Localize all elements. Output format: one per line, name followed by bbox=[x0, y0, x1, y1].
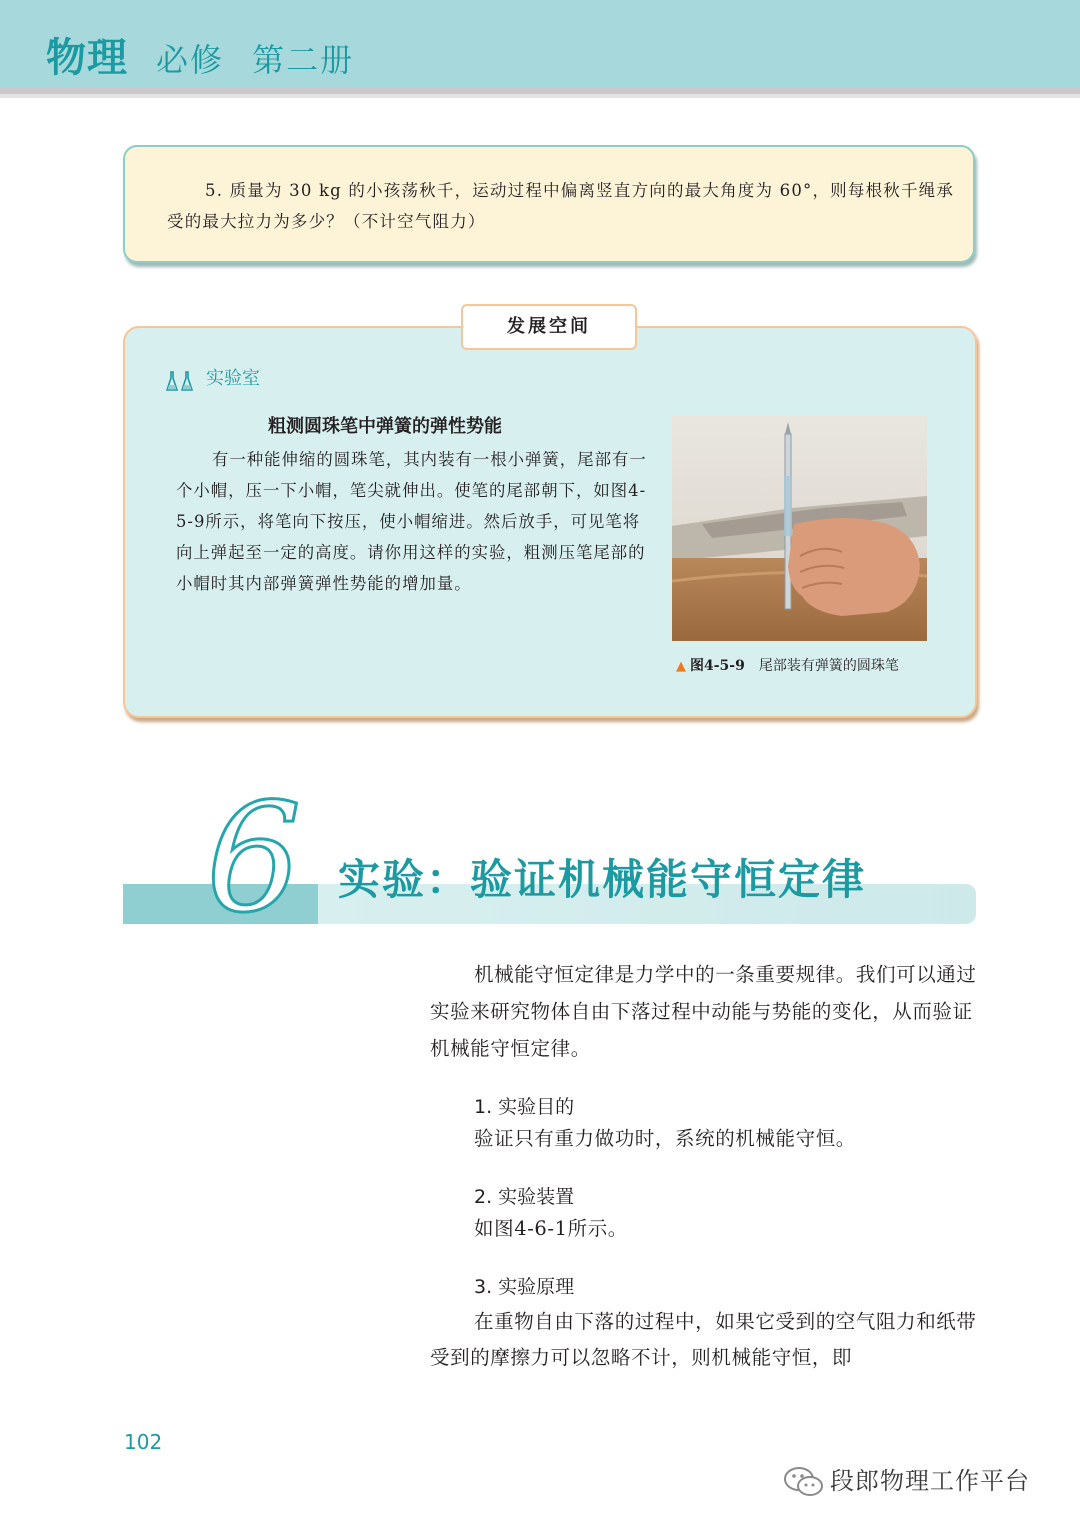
figure-number: 图4-5-9 bbox=[690, 658, 745, 674]
intro-paragraph: 机械能守恒定律是力学中的一条重要规律。我们可以通过实验来研究物体自由下落过程中动能与势能的变化，从而验证机械能守恒定律。 bbox=[430, 963, 977, 1060]
item-text-purpose: 验证只有重力做功时，系统的机械能守恒。 bbox=[474, 1127, 856, 1150]
figure-4-5-9-photo bbox=[672, 416, 927, 641]
experiment-title: 粗测圆珠笔中弹簧的弹性势能 bbox=[268, 416, 502, 437]
exercise-box bbox=[123, 145, 975, 263]
item-heading-principle: 3. 实验原理 bbox=[474, 1276, 575, 1298]
subject-title: 物理 bbox=[46, 35, 128, 81]
figure-caption-text: 尾部装有弹簧的圆珠笔 bbox=[758, 658, 899, 674]
development-space-tab: 发展空间 bbox=[461, 304, 637, 350]
page-number: 102 bbox=[124, 1430, 163, 1454]
item-text-principle: 在重物自由下落的过程中，如果它受到的空气阻力和纸带受到的摩擦力可以忽略不计，则机械能守恒，即 bbox=[430, 1310, 977, 1369]
item-heading-apparatus: 2. 实验装置 bbox=[474, 1186, 575, 1208]
flask-icon bbox=[166, 370, 198, 392]
item-text-apparatus: 如图4-6-1所示。 bbox=[474, 1217, 628, 1240]
section-title: 实验：验证机械能守恒定律 bbox=[338, 855, 867, 904]
wechat-icon bbox=[782, 1464, 826, 1500]
lab-label: 实验室 bbox=[206, 368, 260, 389]
item-heading-purpose: 1. 实验目的 bbox=[474, 1096, 575, 1118]
figure-caption bbox=[676, 656, 899, 677]
book-title: 必修 第二册 bbox=[156, 41, 355, 79]
triangle-icon: ▲ bbox=[676, 659, 686, 674]
experiment-body: 有一种能伸缩的圆珠笔，其内装有一根小弹簧，尾部有一个小帽，压一下小帽，笔尖就伸出。使笔的尾部朝下，如图4-5-9所示，将笔向下按压，使小帽缩进。然后放手，可见笔将向上弹起至一定的高度。请你用这样的实验，粗测压笔尾部的小帽时其内部弹簧弹性势能的增加量。 bbox=[176, 450, 647, 593]
watermark-text: 段郎物理工作平台 bbox=[830, 1467, 1030, 1495]
section-number: 6 bbox=[206, 772, 302, 946]
page-header bbox=[0, 0, 1080, 94]
exercise-question: 5. 质量为 30 kg 的小孩荡秋千，运动过程中偏离竖直方向的最大角度为 60°，则每根秋千绳承受的最大拉力为多少？（不计空气阻力） bbox=[167, 181, 955, 231]
